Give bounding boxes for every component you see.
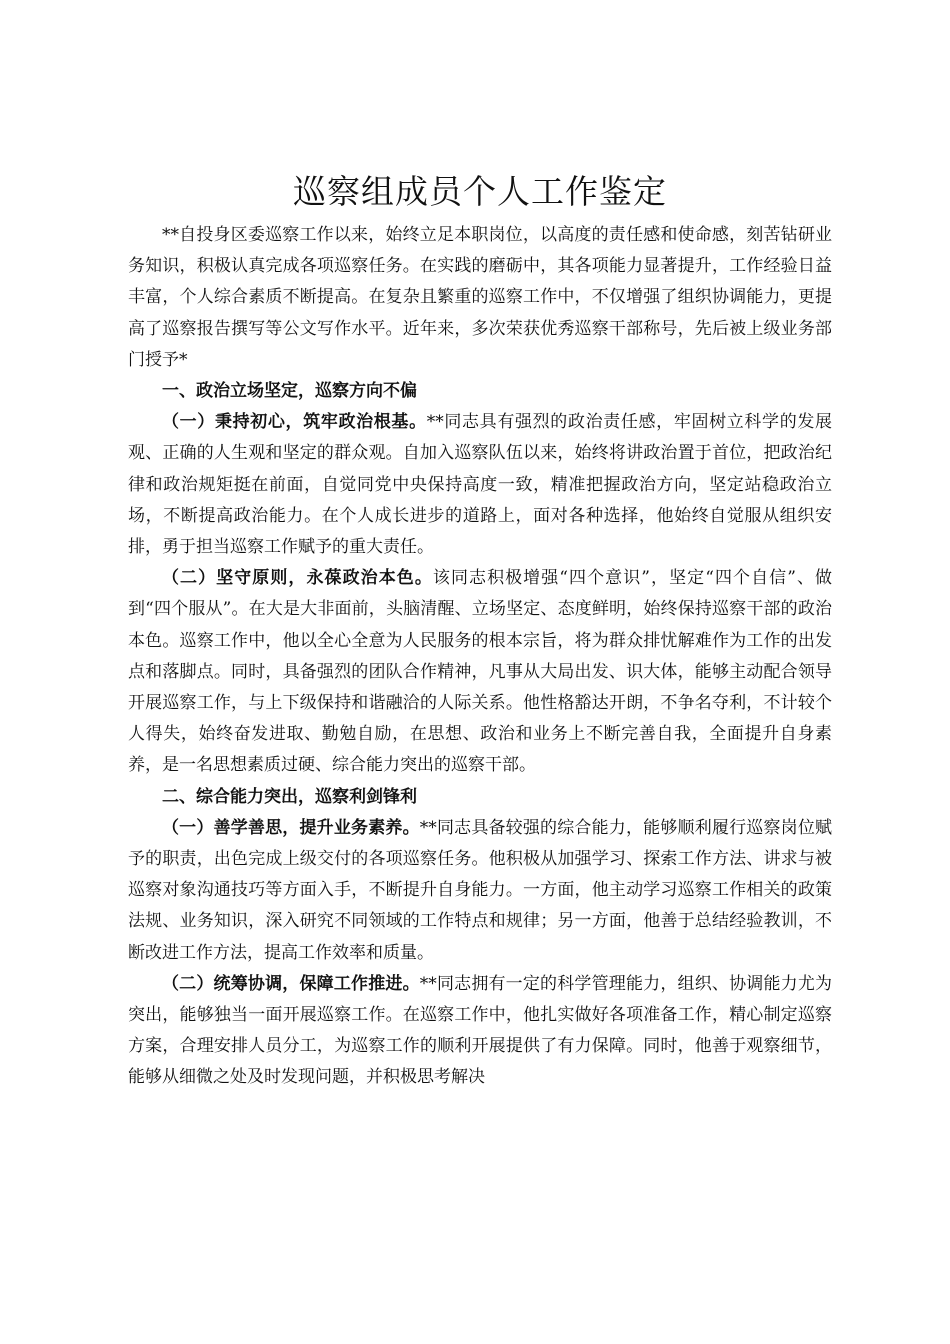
section-2-paragraph-2 [128,969,832,1094]
section-1-paragraph-2-lead: （二）坚守原则，永葆政治本色。 [162,568,433,589]
section-2-paragraph-1 [128,813,832,969]
section-2-paragraph-1-lead: （一）善学善思，提升业务素养。 [162,817,420,838]
intro-paragraph: **自投身区委巡察工作以来，始终立足本职岗位，以高度的责任感和使命感，刻苦钻研业务知识，积极认真完成各项巡察任务。在实践的磨砺中，其各项能力显著提升，工作经验日益丰富，个人综合素质不断提高。在复杂且繁重的巡察工作中，不仅增强了组织协调能力，更提高了巡察报告撰写等公文写作水平。近年来，多次荣获优秀巡察干部称号，先后被上级业务部门授予* [128,225,832,370]
section-1-paragraph-2 [128,563,832,781]
section-2-paragraph-2-body: **同志拥有一定的科学管理能力，组织、协调能力尤为突出，能够独当一面开展巡察工作。在巡察工作中，他扎实做好各项准备工作，精心制定巡察方案，合理安排人员分工，为巡察工作的顺利开展提供了有力保障。同时，他善于观察细节，能够从细微之处及时发现问题，并积极思考解决 [128,973,833,1088]
section-1-paragraph-2-body: 该同志积极增强“四个意识”，坚定“四个自信”、做到“四个服从”。在大是大非面前，头脑清醒、立场坚定、态度鲜明，始终保持巡察干部的政治本色。巡察工作中，他以全心全意为人民服务的根本宗旨，将为群众排忧解难作为工作的出发点和落脚点。同时，具备强烈的团队合作精神，凡事从大局出发、识大体，能够主动配合领导开展巡察工作，与上下级保持和谐融洽的人际关系。他性格豁达开朗，不争名夺利，不计较个人得失，始终奋发进取、勤勉自励，在思想、政治和业务上不断完善自我，全面提升自身素养，是一名思想素质过硬、综合能力突出的巡察干部。 [128,568,833,776]
section-1-heading: 一、政治立场坚定，巡察方向不偏 [162,381,417,402]
document-page [128,168,832,1094]
document-title: 巡察组成员个人工作鉴定 [293,172,667,211]
section-1-paragraph-1-lead: （一）秉持初心，筑牢政治根基。 [162,412,427,433]
section-2-paragraph-2-lead: （二）统筹协调，保障工作推进。 [162,973,420,994]
section-1-paragraph-1-body: **同志具有强烈的政治责任感，牢固树立科学的发展观、正确的人生观和坚定的群众观。自加入巡察队伍以来，始终将讲政治置于首位，把政治纪律和政治规矩挺在前面，自觉同党中央保持高度一致，精准把握政治方向，坚定站稳政治立场，不断提高政治能力。在个人成长进步的道路上，面对各种选择，他始终自觉服从组织安排，勇于担当巡察工作赋予的重大责任。 [128,412,833,558]
section-2-heading: 二、综合能力突出，巡察利剑锋利 [162,786,417,807]
section-2-paragraph-1-body: **同志具备较强的综合能力，能够顺利履行巡察岗位赋予的职责，出色完成上级交付的各项巡察任务。他积极从加强学习、探索工作方法、讲求与被巡察对象沟通技巧等方面入手，不断提升自身能力。一方面，他主动学习巡察工作相关的政策法规、业务知识，深入研究不同领域的工作特点和规律；另一方面，他善于总结经验教训，不断改进工作方法，提高工作效率和质量。 [128,817,833,963]
section-1-paragraph-1 [128,407,832,563]
